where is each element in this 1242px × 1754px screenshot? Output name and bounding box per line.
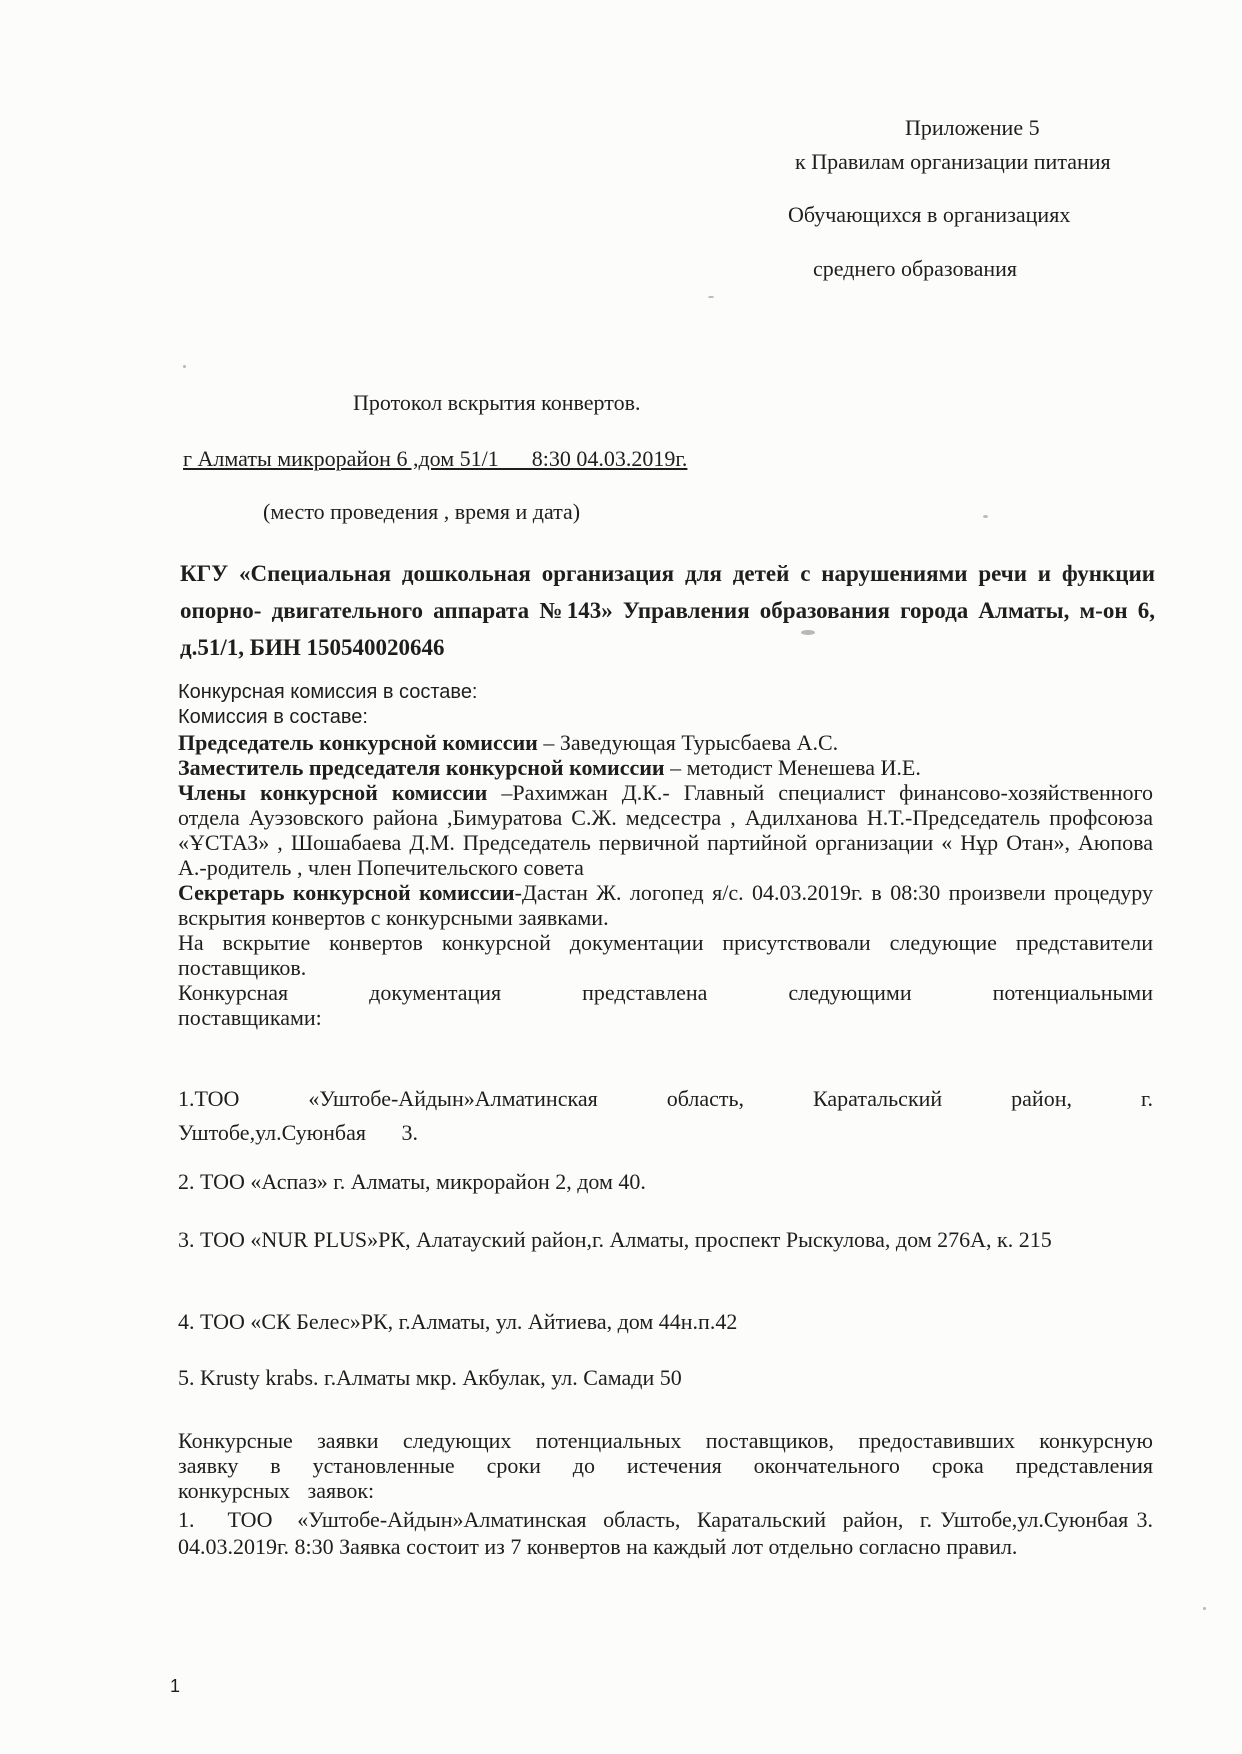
deputy-text: – методист Менешева И.Е. (664, 755, 921, 780)
members-text: –Рахимжан Д.К.- Главный специалист финансово-хозяйственного отдела Ауэзовского района ,Бимуратова С.Ж. медсестра , Адилханова Н.Т.-Председатель профсоюза «ҰСТАЗ» , Шошабаева Д.М. Председатель первичной партийной организации « Нұр Отан», Аюпова А.-родитель , член Попечительского совета (178, 780, 1153, 880)
members-label: Члены конкурсной комиссии (178, 780, 488, 805)
page-number: 1 (170, 1676, 181, 1696)
chair-label: Председатель конкурсной комиссии (178, 730, 538, 755)
supplier-item: 3. ТОО «NUR PLUS»РК, Алатауский район,г. Алматы, проспект Рыскулова, дом 276А, к. 215 (178, 1227, 1052, 1252)
scan-speck (983, 515, 988, 518)
deputy-label: Заместитель председателя конкурсной комиссии (178, 755, 665, 780)
organization-heading: КГУ «Специальная дошкольная организация для детей с нарушениями речи и функции опорно- двигательного аппарата №143» Управления образования города Алматы, м-он 6, д.51/1, БИН 150540020646 (180, 561, 1155, 660)
scan-speck (1203, 1607, 1206, 1610)
bids-intro: Конкурсные заявки следующих потенциальных поставщиков, предоставивших конкурсную заявку в установленные сроки до истечения окончательного срока представления конкурсных заявок: (178, 1428, 1153, 1503)
supplier-item: 5. Krusty krabs. г.Алматы мкр. Акбулак, ул. Самади 50 (178, 1365, 682, 1390)
commission-deputy (178, 755, 1153, 780)
scan-speck (183, 365, 186, 368)
document-title: Протокол вскрытия конвертов. (353, 390, 641, 415)
appendix-line-4: среднего образования (813, 256, 1017, 281)
chair-text: – Заведующая Турысбаева А.С. (537, 730, 839, 755)
commission-intro: Конкурсная комиссия в составе: (178, 681, 478, 703)
appendix-line-1: Приложение 5 (905, 115, 1040, 140)
presence-paragraph: На вскрытие конвертов конкурсной документации присутствовали следующие представители поставщиков. (178, 930, 1153, 980)
secretary-text: -Дастан Ж. логопед я/с. 04.03.2019г. в 08:30 произвели процедуру вскрытия конвертов с конкурсными заявками. (178, 880, 1153, 930)
place-time-date: г Алматы микрорайон 6 ,дом 51/1 8:30 04.03.2019г. (183, 446, 688, 471)
documentation-intro: Конкурсная документация представлена следующими потенциальными поставщиками: (178, 980, 1153, 1030)
commission-secretary (178, 880, 1153, 930)
supplier-item: 4. ТОО «СК Белес»РК, г.Алматы, ул. Айтиева, дом 44н.п.42 (178, 1309, 738, 1334)
place-time-date-caption: (место проведения , время и дата) (263, 499, 581, 524)
commission-section (178, 680, 1153, 1030)
commission-intro-2: Комиссия в составе: (178, 706, 368, 728)
appendix-line-2: к Правилам организации питания (795, 149, 1111, 174)
commission-members (178, 780, 1153, 880)
bid-item: 1. ТОО «Уштобе-Айдын»Алматинская область, Каратальский район, г. Уштобе,ул.Суюнбая 3. 04.03.2019г. 8:30 Заявка состоит из 7 конвертов на каждый лот отдельно согласно правил. (178, 1507, 1159, 1559)
scan-speck (708, 296, 714, 298)
commission-chair (178, 730, 1153, 755)
supplier-item: 1.ТОО «Уштобе-Айдын»Алматинская область, Каратальский район, г. Уштобе,ул.Суюнбая 3. (178, 1086, 1153, 1145)
supplier-item: 2. ТОО «Аспаз» г. Алматы, микрорайон 2, дом 40. (178, 1169, 646, 1194)
secretary-label: Секретарь конкурсной комиссии (178, 880, 515, 905)
appendix-line-3: Обучающихся в организациях (788, 202, 1071, 227)
